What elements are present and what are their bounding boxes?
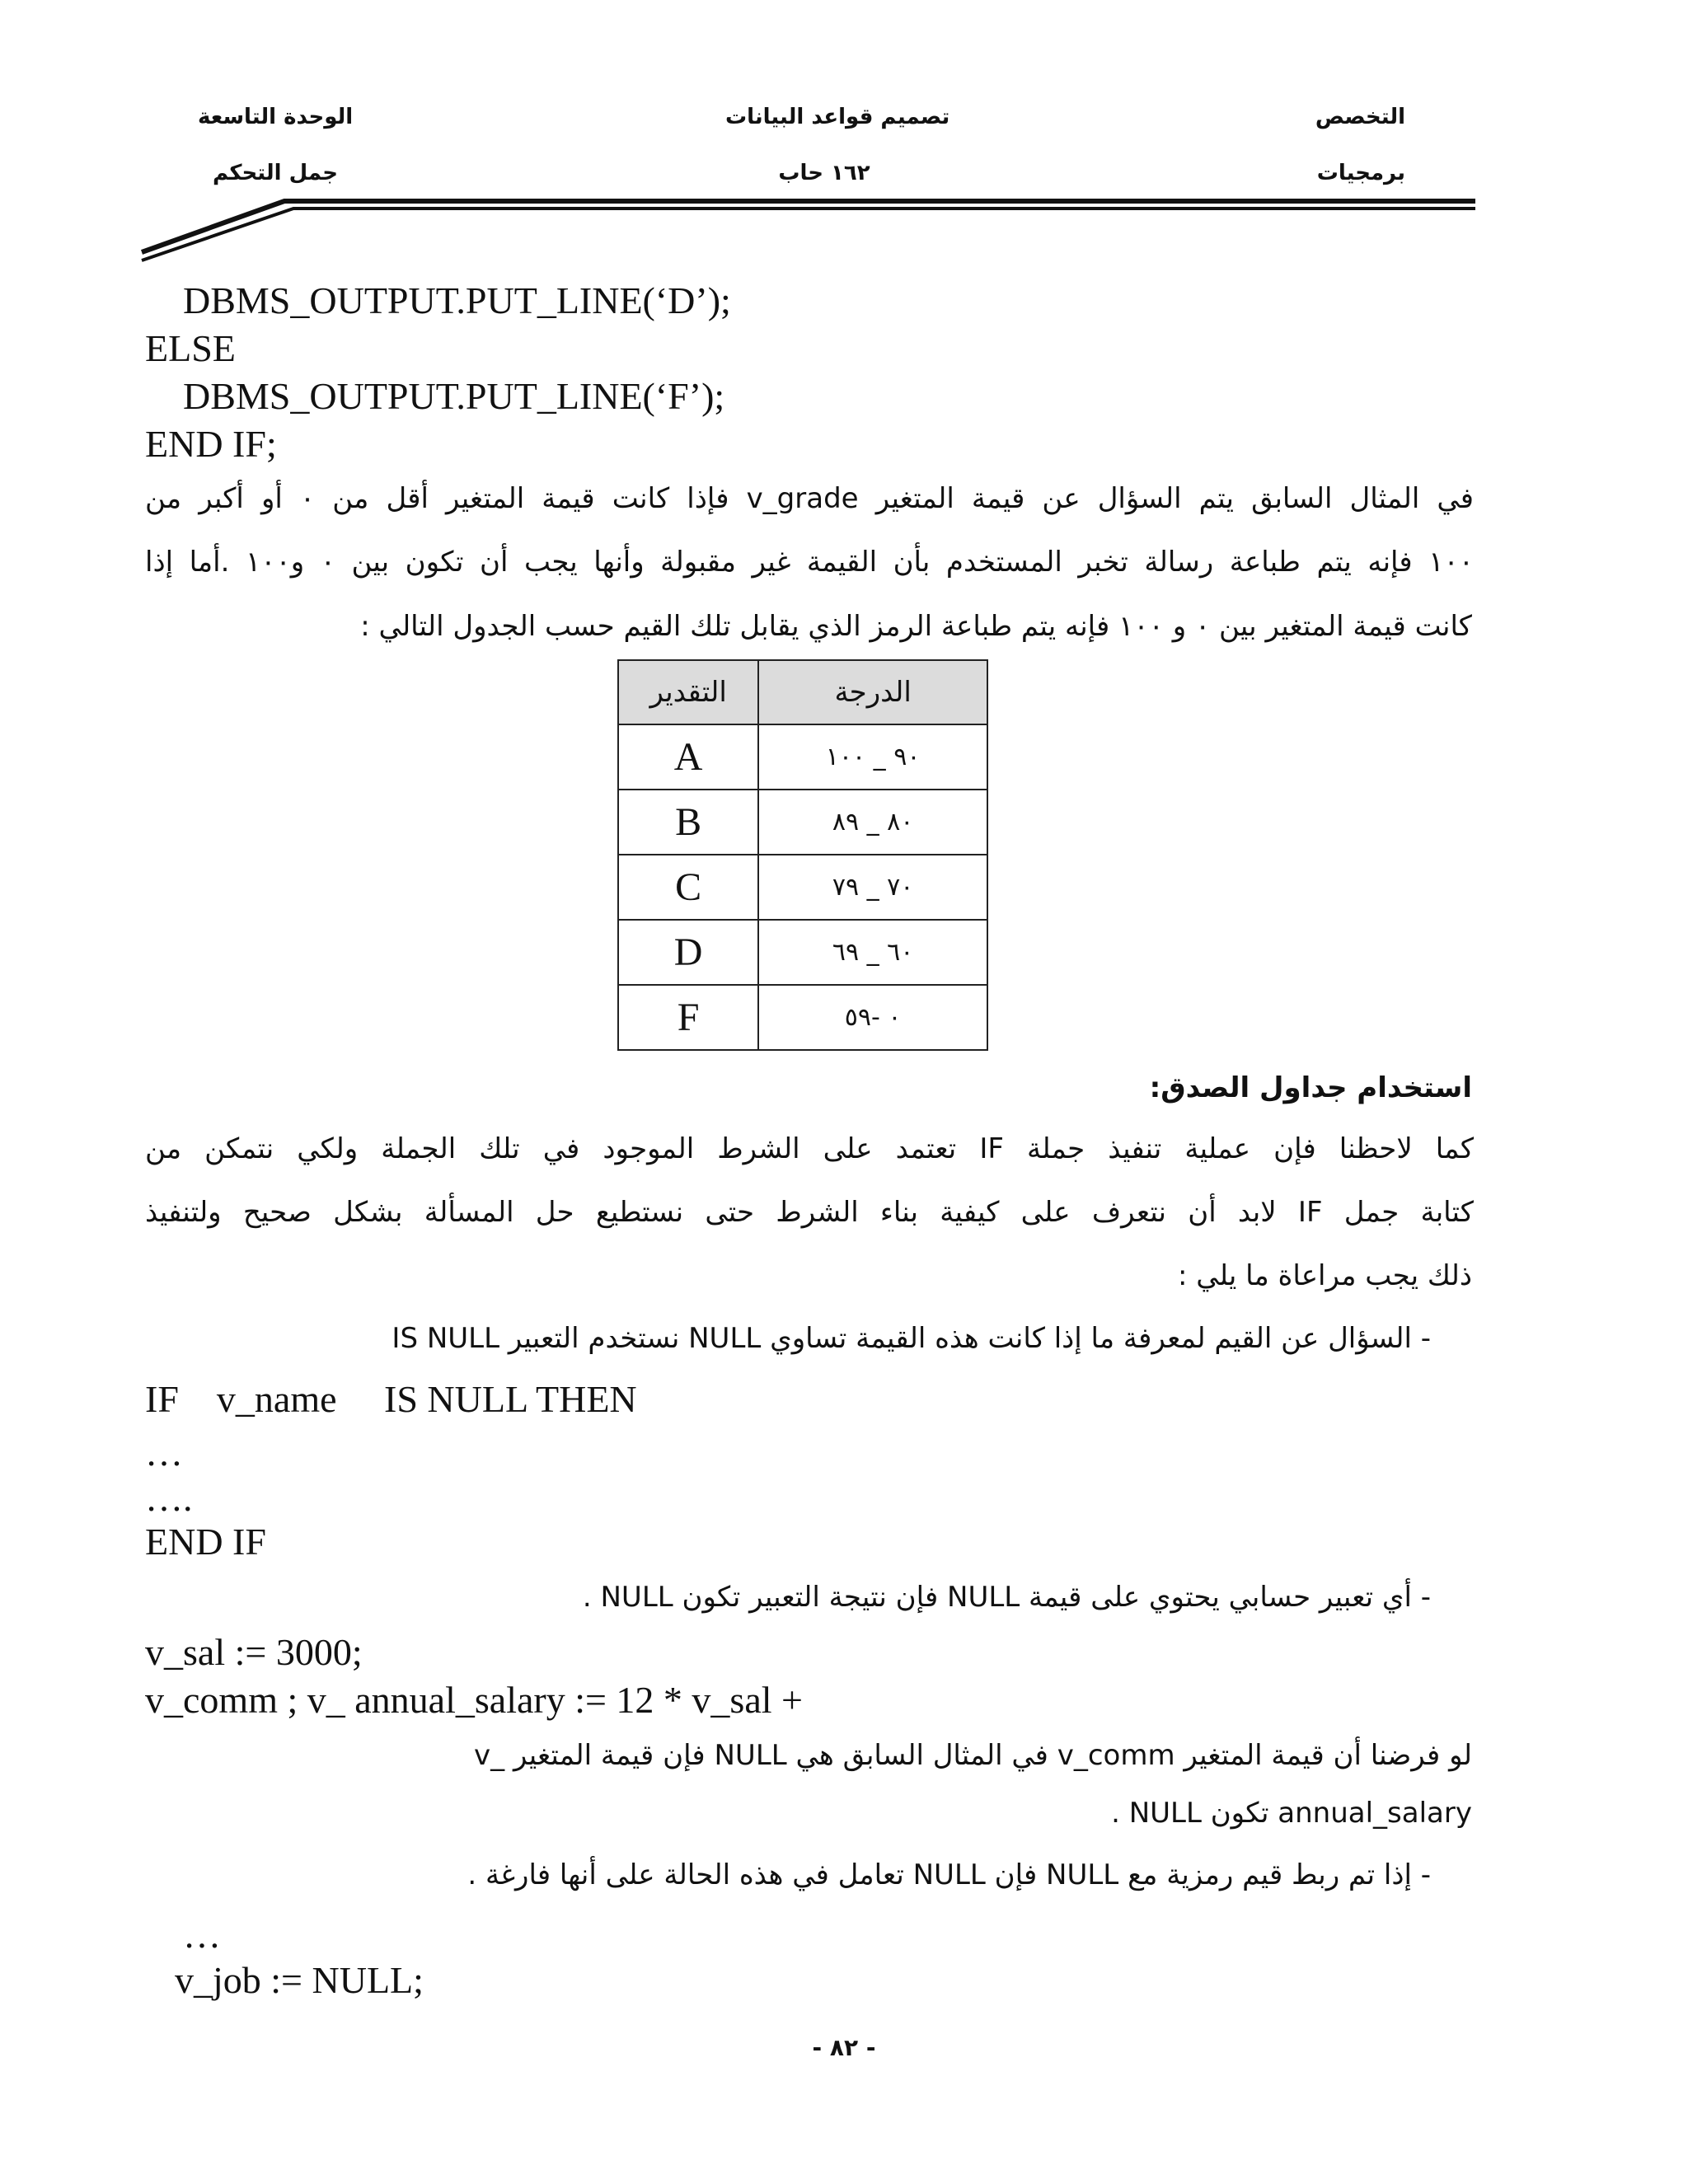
code-line: ….	[145, 1477, 193, 1519]
table-cell-grade: F	[618, 985, 758, 1050]
code-line: IF v_name IS NULL THEN	[145, 1378, 637, 1420]
grade-table	[617, 659, 988, 1051]
table-cell-range: ٠ -٥٩	[758, 985, 987, 1050]
table-header-grade: التقدير	[618, 660, 758, 724]
table-header-range: الدرجة	[758, 660, 987, 724]
bullet-point: - أي تعبير حسابي يحتوي على قيمة NULL فإن نتيجة التعبير تكون NULL .	[582, 1581, 1431, 1614]
code-line: END IF;	[145, 423, 277, 465]
bullet-point: - إذا تم ربط قيم رمزية مع NULL فإن NULL تعامل في هذه الحالة على أنها فارغة .	[467, 1858, 1431, 1891]
code-line: END IF	[145, 1521, 266, 1563]
header-unit-title: جمل التحكم	[213, 161, 338, 185]
paragraph-line: كما لاحظنا فإن عملية تنفيذ جملة IF تعتمد على الشرط الموجود في تلك الجملة ولكي نتمكن من	[145, 1132, 1475, 1165]
table-cell-grade: D	[618, 920, 758, 985]
section-heading: استخدام جداول الصدق:	[1149, 1071, 1472, 1104]
table-cell-grade: A	[618, 724, 758, 790]
table-cell-range: ٦٠ _ ٦٩	[758, 920, 987, 985]
code-line: …	[145, 1432, 183, 1474]
header-unit-label: الوحدة التاسعة	[198, 105, 354, 129]
bullet-point: - السؤال عن القيم لمعرفة ما إذا كانت هذه القيمة تساوي NULL نستخدم التعبير IS NULL	[392, 1322, 1431, 1355]
table-cell-range: ٩٠ _ ١٠٠	[758, 724, 987, 790]
code-line: …	[183, 1914, 221, 1956]
code-line: DBMS_OUTPUT.PUT_LINE(‘D’);	[145, 279, 731, 321]
header-course-title: تصميم قواعد البيانات	[725, 105, 950, 129]
table-cell-range: ٧٠ _ ٧٩	[758, 855, 987, 920]
paragraph-line: ذلك يجب مراعاة ما يلي :	[1178, 1259, 1472, 1292]
header-specialization-label: التخصص	[1315, 105, 1405, 129]
page-number: - ٨٢ -	[812, 2034, 876, 2061]
code-line: ELSE	[145, 327, 236, 369]
paragraph-line: في المثال السابق يتم السؤال عن قيمة المتغير v_grade فإذا كانت قيمة المتغير أقل من ٠ أو أكبر من	[145, 482, 1474, 515]
code-line: v_comm ; v_ annual_salary := 12 * v_sal +	[145, 1679, 803, 1721]
code-line: DBMS_OUTPUT.PUT_LINE(‘F’);	[145, 375, 725, 417]
paragraph-line: لو فرضنا أن قيمة المتغير v_comm في المثال السابق هي NULL فإن قيمة المتغير _v	[474, 1739, 1472, 1772]
code-line: v_sal := 3000;	[145, 1631, 363, 1673]
code-line: v_job := NULL;	[175, 1959, 424, 2001]
paragraph-line: annual_salary تكون NULL .	[1111, 1797, 1472, 1830]
paragraph-line: ١٠٠ فإنه يتم طباعة رسالة تخبر المستخدم بأن القيمة غير مقبولة وأنها يجب أن تكون بين ٠ و١٠٠ .أما إذا	[145, 546, 1474, 579]
table-cell-range: ٨٠ _ ٨٩	[758, 790, 987, 855]
header-course-code: ١٦٢ حاب	[778, 161, 870, 185]
table-cell-grade: B	[618, 790, 758, 855]
header-specialization-value: برمجيات	[1316, 161, 1405, 185]
header-divider-lines	[0, 0, 1688, 272]
paragraph-line: كتابة جمل IF لابد أن نتعرف على كيفية بناء الشرط حتى نستطيع حل المسألة بشكل صحيح ولتنفيذ	[145, 1196, 1474, 1229]
table-cell-grade: C	[618, 855, 758, 920]
paragraph-line: كانت قيمة المتغير بين ٠ و ١٠٠ فإنه يتم طباعة الرمز الذي يقابل تلك القيم حسب الجدول التالي :	[360, 610, 1472, 643]
